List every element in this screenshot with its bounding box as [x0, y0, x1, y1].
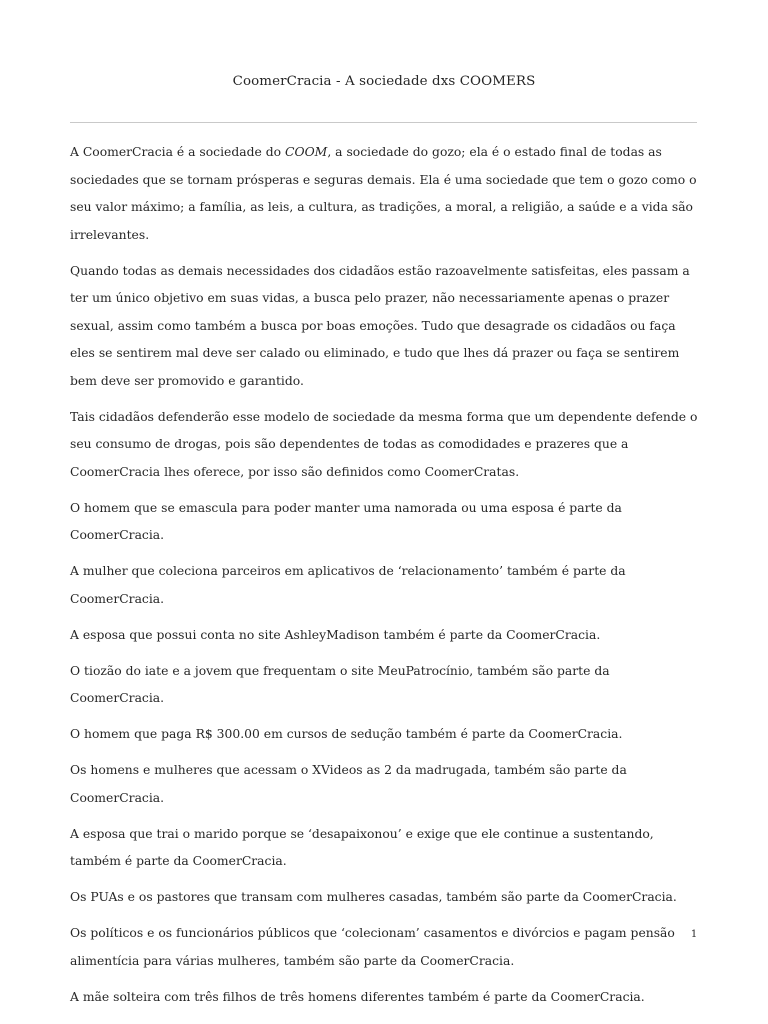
document-body — [70, 139, 700, 1020]
paragraph-10: A esposa que trai o marido porque se ‘desapaixonou’ e exige que ele continue a sustentando, também é parte da CoomerCracia. — [70, 826, 654, 868]
paragraph-11: Os PUAs e os pastores que transam com mulheres casadas, também são parte da CoomerCracia. — [70, 890, 677, 904]
paragraph-1-text-before: A CoomerCracia é a sociedade do — [70, 145, 285, 159]
paragraph-12: Os políticos e os funcionários públicos que ‘colecionam’ casamentos e divórcios e pagam pensão alimentícia para várias mulheres, também são parte da CoomerCracia. — [70, 926, 675, 968]
paragraph-6: A esposa que possui conta no site AshleyMadison também é parte da CoomerCracia. — [70, 627, 601, 642]
paragraph-4: O homem que se emascula para poder manter uma namorada ou uma esposa é parte da CoomerCracia. — [70, 500, 622, 542]
paragraph-1-text-after: , a sociedade do gozo; ela é o estado final de todas as sociedades que se tornam prósperas e seguras demais. Ela é uma sociedade que tem o gozo como o seu valor máximo; a família, as leis, a cultura, as tradições, a moral, a religião, a saúde e a vida são irrelevantes. — [70, 145, 697, 242]
paragraph-7: O tiozão do iate e a jovem que frequentam o site MeuPatrocínio, também são parte da CoomerCracia. — [70, 663, 610, 705]
paragraph-1 — [70, 139, 700, 249]
document-title: CoomerCracia - A sociedade dxs COOMERS — [232, 74, 536, 89]
paragraph-1-emphasis: COOM — [285, 145, 328, 159]
paragraph-9: Os homens e mulheres que acessam o XVideos as 2 da madrugada, também são parte da CoomerCracia. — [70, 763, 627, 805]
title-divider — [70, 122, 697, 123]
paragraph-13: A mãe solteira com três filhos de três homens diferentes também é parte da CoomerCracia. — [70, 989, 645, 1004]
paragraph-2: Quando todas as demais necessidades dos cidadãos estão razoavelmente satisfeitas, eles passam a ter um único objetivo em suas vidas, a busca pelo prazer, não necessariamente apenas o prazer sexual, assim como também a busca por boas emoções. Tudo que desagrade os cidadãos ou faça eles se sentirem mal deve ser calado ou eliminado, e tudo que lhes dá prazer ou faça se sentirem bem deve ser promovido e garantido. — [70, 263, 690, 388]
paragraph-8: O homem que paga R$ 300.00 em cursos de sedução também é parte da CoomerCracia. — [70, 727, 623, 741]
page-number: 1 — [690, 929, 698, 940]
paragraph-5: A mulher que coleciona parceiros em aplicativos de ‘relacionamento’ também é parte da CoomerCracia. — [70, 564, 626, 606]
paragraph-3: Tais cidadãos defenderão esse modelo de sociedade da mesma forma que um dependente defende o seu consumo de drogas, pois são dependentes de todas as comodidades e prazeres que a CoomerCracia lhes oferece, por isso são definidos como CoomerCratas. — [70, 409, 698, 479]
